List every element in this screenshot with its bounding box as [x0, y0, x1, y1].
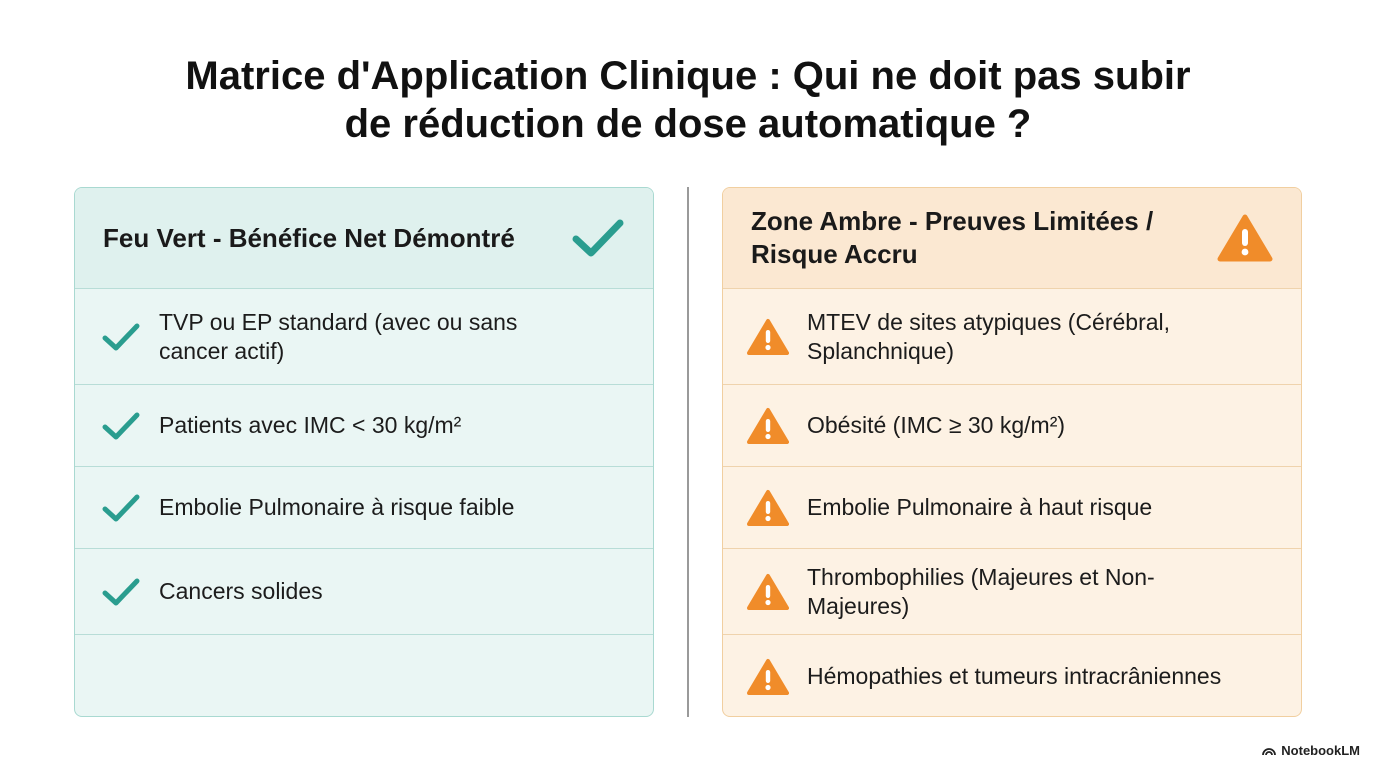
amber-panel-title: Zone Ambre - Preuves Limitées / Risque Accru: [751, 206, 1154, 269]
green-item-1-text: TVP ou EP standard (avec ou sans cancer actif): [159, 308, 518, 364]
green-item-3: [75, 467, 653, 549]
green-item-3-text: Embolie Pulmonaire à risque faible: [159, 494, 515, 520]
warning-icon: [747, 489, 789, 527]
checkmark-icon: [101, 576, 141, 608]
green-item-2-text: Patients avec IMC < 30 kg/m²: [159, 412, 462, 438]
warning-icon: [747, 407, 789, 445]
brand-watermark: [1262, 743, 1360, 758]
amber-panel: [722, 187, 1302, 717]
amber-item-4-text: Thrombophilies (Majeures et Non-Majeures): [807, 563, 1155, 619]
checkmark-icon: [101, 410, 141, 442]
green-panel-title: Feu Vert - Bénéfice Net Démontré: [103, 222, 515, 253]
amber-item-1: [723, 289, 1301, 385]
brand-name: NotebookLM: [1281, 743, 1360, 758]
title-line-1: Matrice d'Application Clinique : Qui ne doit pas subir: [185, 54, 1191, 98]
amber-item-2: [723, 385, 1301, 467]
amber-item-3: [723, 467, 1301, 549]
notebooklm-logo-icon: [1262, 746, 1276, 756]
warning-icon: [747, 573, 789, 611]
amber-item-5: [723, 635, 1301, 717]
amber-panel-header: [723, 188, 1301, 289]
page-title: [0, 52, 1376, 148]
warning-icon: [747, 658, 789, 696]
amber-item-4: [723, 549, 1301, 635]
warning-icon: [1217, 213, 1273, 263]
green-item-1: [75, 289, 653, 385]
green-item-2: [75, 385, 653, 467]
amber-item-3-text: Embolie Pulmonaire à haut risque: [807, 494, 1153, 520]
green-empty-row: [75, 635, 653, 717]
amber-item-2-text: Obésité (IMC ≥ 30 kg/m²): [807, 412, 1066, 438]
green-item-4: [75, 549, 653, 635]
checkmark-icon: [101, 492, 141, 524]
green-panel-header: [75, 188, 653, 289]
center-divider: [687, 187, 689, 717]
amber-item-1-text: MTEV de sites atypiques (Cérébral, Splanchnique): [807, 308, 1171, 364]
green-panel: [74, 187, 654, 717]
green-item-4-text: Cancers solides: [159, 578, 323, 604]
title-line-2: de réduction de dose automatique ?: [344, 102, 1032, 146]
warning-icon: [747, 318, 789, 356]
amber-item-5-text: Hémopathies et tumeurs intracrâniennes: [807, 663, 1222, 689]
checkmark-icon: [101, 321, 141, 353]
checkmark-icon: [571, 217, 625, 259]
